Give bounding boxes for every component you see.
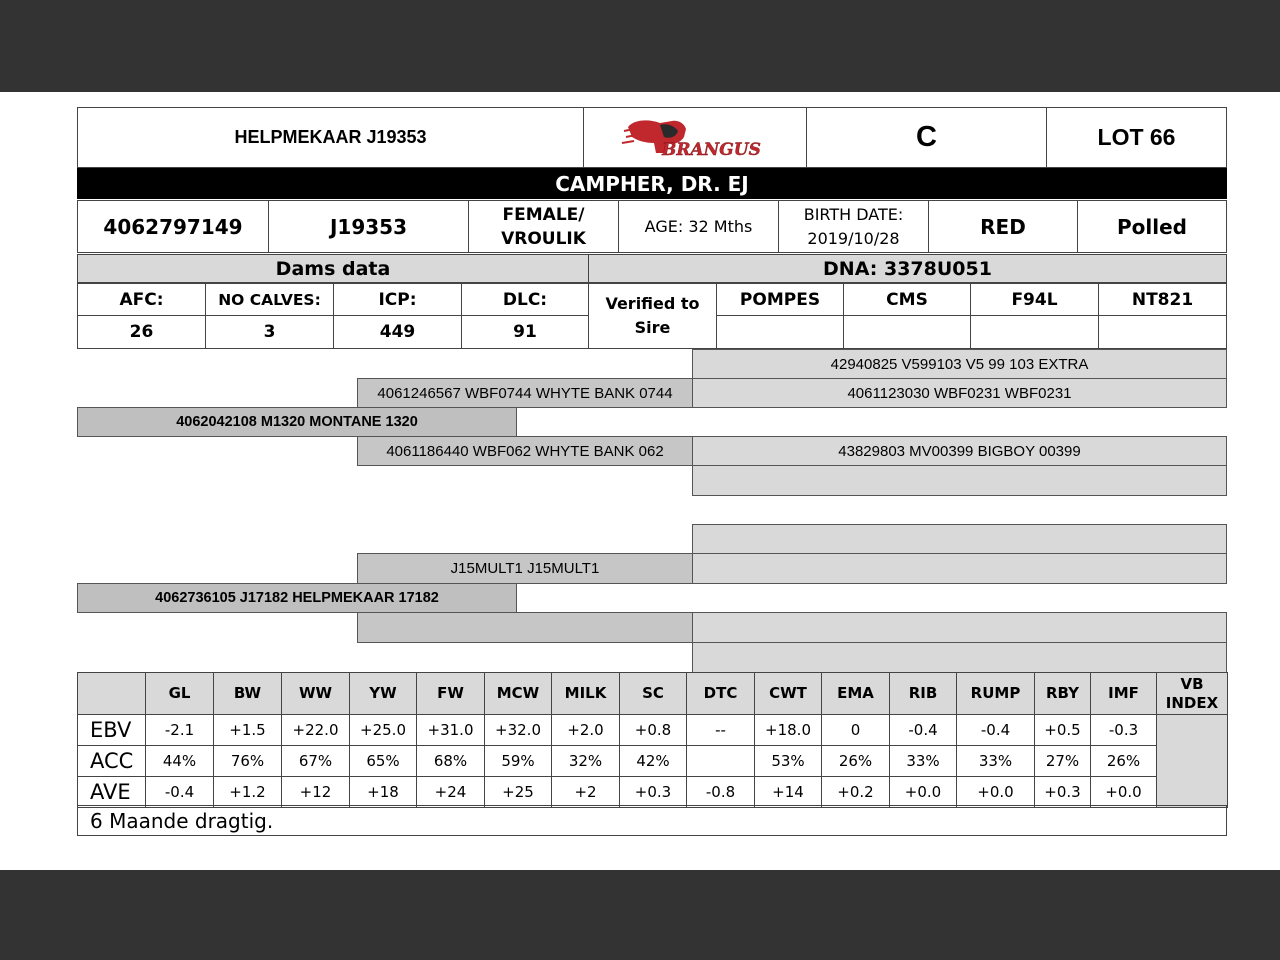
col-ema: EMA	[822, 673, 890, 715]
pedigree-sire-dam: 4061186440 WBF062 WHYTE BANK 062	[357, 436, 693, 466]
table-cell: +18	[350, 777, 417, 808]
table-cell: -0.4	[957, 715, 1035, 746]
icp-header: ICP:	[333, 283, 462, 316]
col-sc: SC	[620, 673, 687, 715]
col-mcw: MCW	[485, 673, 552, 715]
table-row	[78, 746, 1228, 777]
table-cell: +0.0	[890, 777, 957, 808]
table-cell	[687, 746, 755, 777]
table-cell: 65%	[350, 746, 417, 777]
nt821-value	[1098, 315, 1227, 349]
col-rib: RIB	[890, 673, 957, 715]
pedigree-dam-sire-dam	[692, 553, 1227, 584]
table-cell: 68%	[417, 746, 485, 777]
col-fw: FW	[417, 673, 485, 715]
icp-value: 449	[333, 315, 462, 349]
table-cell: +0.3	[620, 777, 687, 808]
vb-index-value	[1157, 715, 1228, 808]
afc-header: AFC:	[77, 283, 206, 316]
col-vb-index: VB INDEX	[1157, 673, 1228, 715]
pedigree-dam-sire-sire	[692, 524, 1227, 554]
pedigree-dam-dam	[357, 612, 693, 643]
table-cell: +14	[755, 777, 822, 808]
table-cell: 59%	[485, 746, 552, 777]
f94l-header: F94L	[970, 283, 1099, 316]
table-cell: 33%	[890, 746, 957, 777]
id-number: 4062797149	[77, 200, 269, 253]
afc-value: 26	[77, 315, 206, 349]
col-gl: GL	[146, 673, 214, 715]
ebv-corner	[78, 673, 146, 715]
pedigree-sire-dam-sire: 43829803 MV00399 BIGBOY 00399	[692, 436, 1227, 466]
table-cell: 44%	[146, 746, 214, 777]
row-label-ebv: EBV	[78, 715, 146, 746]
no-calves-header: NO CALVES:	[205, 283, 334, 316]
pedigree-sire-dam-dam	[692, 465, 1227, 496]
table-cell: +25.0	[350, 715, 417, 746]
col-rby: RBY	[1035, 673, 1091, 715]
cms-header: CMS	[843, 283, 971, 316]
table-cell: -0.4	[890, 715, 957, 746]
lot-sheet	[0, 92, 1280, 870]
table-cell: +2.0	[552, 715, 620, 746]
ebv-header-row	[78, 673, 1228, 715]
table-cell: +1.5	[214, 715, 282, 746]
table-cell: +12	[282, 777, 350, 808]
pedigree-sire-sire-dam: 4061123030 WBF0231 WBF0231	[692, 378, 1227, 408]
table-cell: +0.0	[957, 777, 1035, 808]
col-bw: BW	[214, 673, 282, 715]
col-rump: RUMP	[957, 673, 1035, 715]
table-cell: 26%	[822, 746, 890, 777]
tag-number: J19353	[268, 200, 469, 253]
f94l-value	[970, 315, 1099, 349]
birth-date	[778, 200, 929, 253]
col-yw: YW	[350, 673, 417, 715]
color-label: RED	[928, 200, 1078, 253]
sex-label: FEMALE/ VROULIK	[468, 200, 619, 253]
table-cell: +25	[485, 777, 552, 808]
dna-title: DNA: 3378U051	[588, 254, 1227, 283]
table-cell: +22.0	[282, 715, 350, 746]
table-cell: +0.0	[1091, 777, 1157, 808]
verified-to-sire: Verified to Sire	[588, 283, 717, 349]
col-cwt: CWT	[755, 673, 822, 715]
col-dtc: DTC	[687, 673, 755, 715]
dlc-value: 91	[461, 315, 589, 349]
pregnancy-note: 6 Maande dragtig.	[77, 805, 1227, 836]
lot-number: LOT 66	[1046, 107, 1227, 168]
pompes-header: POMPES	[716, 283, 844, 316]
table-cell: --	[687, 715, 755, 746]
table-cell: 32%	[552, 746, 620, 777]
bull-icon	[620, 113, 770, 163]
pedigree-sire-sire-sire: 42940825 V599103 V5 99 103 EXTRA	[692, 349, 1227, 379]
table-row	[78, 777, 1228, 808]
horn-status: Polled	[1077, 200, 1227, 253]
pompes-value	[716, 315, 844, 349]
table-cell: +32.0	[485, 715, 552, 746]
table-cell: +1.2	[214, 777, 282, 808]
table-cell: +0.5	[1035, 715, 1091, 746]
table-cell: -0.8	[687, 777, 755, 808]
col-imf: IMF	[1091, 673, 1157, 715]
birth-date-label: BIRTH DATE:	[803, 204, 904, 224]
cms-value	[843, 315, 971, 349]
table-cell: +24	[417, 777, 485, 808]
pedigree-dam-sire: J15MULT1 J15MULT1	[357, 553, 693, 584]
no-calves-value: 3	[205, 315, 334, 349]
table-cell: +18.0	[755, 715, 822, 746]
table-cell: +0.3	[1035, 777, 1091, 808]
birth-date-value: 2019/10/28	[807, 228, 900, 248]
col-milk: MILK	[552, 673, 620, 715]
table-cell: 42%	[620, 746, 687, 777]
table-cell: +2	[552, 777, 620, 808]
pedigree-dam-dam-sire	[692, 612, 1227, 643]
table-cell: +31.0	[417, 715, 485, 746]
brangus-logo	[583, 108, 806, 167]
owner-bar: CAMPHER, DR. EJ	[77, 168, 1227, 199]
pedigree-sire: 4062042108 M1320 MONTANE 1320	[77, 407, 517, 437]
table-cell: 26%	[1091, 746, 1157, 777]
table-cell: 33%	[957, 746, 1035, 777]
table-cell: 0	[822, 715, 890, 746]
table-cell: -0.3	[1091, 715, 1157, 746]
dlc-header: DLC:	[461, 283, 589, 316]
row-label-acc: ACC	[78, 746, 146, 777]
pedigree-sire-sire: 4061246567 WBF0744 WHYTE BANK 0744	[357, 378, 693, 408]
ebv-table	[77, 672, 1228, 808]
table-cell: 76%	[214, 746, 282, 777]
grade-label: C	[806, 107, 1047, 168]
col-ww: WW	[282, 673, 350, 715]
table-row	[78, 715, 1228, 746]
table-cell: 53%	[755, 746, 822, 777]
table-cell: 67%	[282, 746, 350, 777]
dams-title: Dams data	[77, 254, 589, 283]
nt821-header: NT821	[1098, 283, 1227, 316]
row-label-ave: AVE	[78, 777, 146, 808]
table-cell: +0.2	[822, 777, 890, 808]
animal-name: HELPMEKAAR J19353	[77, 107, 584, 168]
pedigree-dam-dam-dam	[692, 642, 1227, 673]
table-cell: -0.4	[146, 777, 214, 808]
table-cell: +0.8	[620, 715, 687, 746]
svg-text:BRANGUS: BRANGUS	[661, 139, 761, 160]
table-cell: 27%	[1035, 746, 1091, 777]
age-label: AGE: 32 Mths	[618, 200, 779, 253]
table-cell: -2.1	[146, 715, 214, 746]
pedigree-dam: 4062736105 J17182 HELPMEKAAR 17182	[77, 583, 517, 613]
